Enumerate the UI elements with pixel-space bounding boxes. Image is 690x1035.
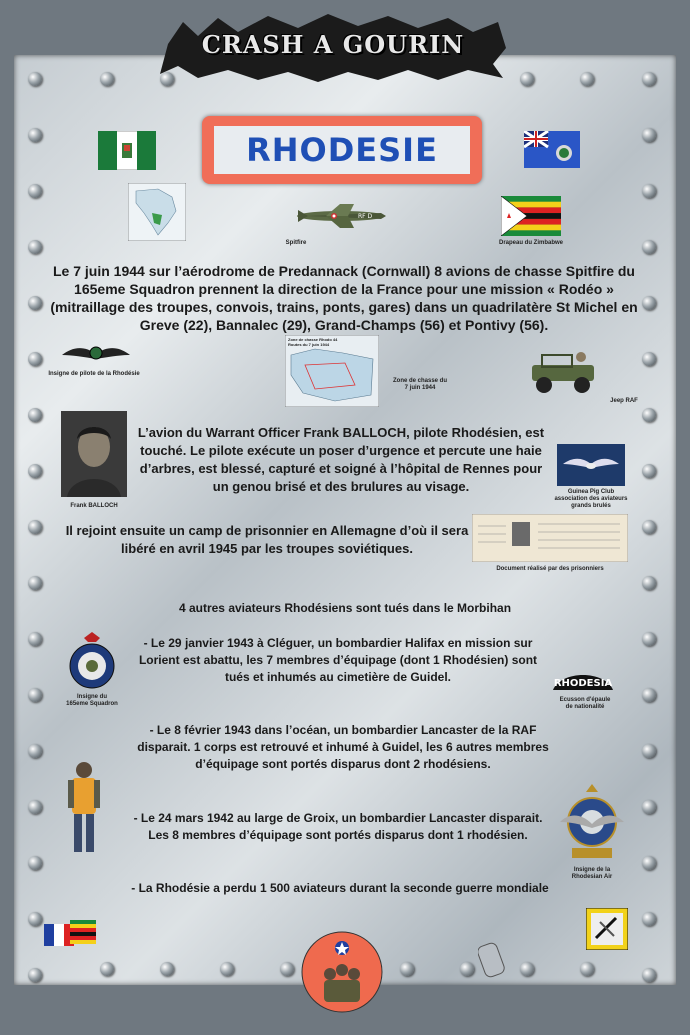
zimbabwe-flag-icon — [501, 196, 561, 236]
camp-paragraph: Il rejoint ensuite un camp de prisonnier en Allemagne d’où il sera libéré en avril 1945 par les troupes soviétiques. — [65, 523, 469, 556]
rivet — [28, 464, 42, 478]
dog-tag-icon — [478, 940, 506, 980]
rivet — [28, 128, 42, 142]
rivet — [642, 520, 656, 534]
rivet — [28, 408, 42, 422]
rivet — [642, 72, 656, 86]
rivet — [28, 912, 42, 926]
rhodesia-ensign-flag-icon — [524, 131, 580, 168]
rivet — [28, 576, 42, 590]
rivet — [642, 184, 656, 198]
rhodesian-air-badge-icon — [558, 782, 626, 866]
zone-map-label: Zone de chasse Rhodo 44 Routes du 7 juin 1944 — [288, 337, 338, 347]
balloch-paragraph: L’avion du Warrant Officer Frank BALLOCH, pilote Rhodésien, est touché. Le pilote exécute un poser d’urgence et percute une haie d’arbres, est blessé, capturé et soigné à l’hôpital de Rennes pour un genou brisé et des brulures au visage. — [137, 425, 545, 494]
prisoner-document-icon — [472, 514, 628, 562]
association-logo-icon — [300, 930, 384, 1014]
header-banner — [158, 14, 508, 82]
rivet — [160, 962, 174, 976]
country-title-inner — [214, 126, 470, 174]
rivet — [642, 352, 656, 366]
rhodesia-flag-icon — [98, 131, 156, 170]
rivet — [28, 744, 42, 758]
rivet — [642, 408, 656, 422]
france-zimbabwe-flags-icon — [42, 916, 98, 952]
document-caption: Document réalisé par des prisonniers — [496, 566, 604, 572]
rivet — [28, 184, 42, 198]
rivet — [460, 962, 474, 976]
rivet — [28, 688, 42, 702]
bullet-1942-groix: - Le 24 mars 1942 au large de Groix, un bombardier Lancaster disparait. Les 8 membres d’équipage sont portés disparus dont 1 rhodésien. — [133, 811, 543, 842]
spitfire-caption: Spitfire — [285, 240, 307, 246]
squadron-badge-icon — [66, 630, 118, 692]
rivet — [400, 962, 414, 976]
zimbabwe-flag-caption: Drapeau du Zimbabwe — [498, 240, 563, 246]
bullet-1943-lancaster: - Le 8 février 1943 dans l’océan, un bombardier Lancaster de la RAF disparait. 1 corps est retrouvé et inhumé à Guidel, les 6 autres membres d’équipage sont portés disparus dont 2 rhodésiens. — [137, 723, 549, 771]
rivet — [28, 352, 42, 366]
pilot-wings-icon — [62, 341, 130, 367]
guinea-pig-caption: Guinea Pig Club association des aviateurs grands brulés — [554, 489, 628, 509]
rivet — [520, 72, 534, 86]
bullet-1943-cleguer: - Le 29 janvier 1943 à Cléguer, un bombardier Halifax en mission sur Lorient est abattu, les 7 membres d’équipage (dont 1 Rhodésien) sont tués et inhumés au cimetière de Guidel. — [138, 636, 538, 684]
spitfire-code: RF D — [358, 213, 373, 220]
airman-figure-icon — [64, 760, 104, 856]
rivet — [642, 464, 656, 478]
rivet — [220, 962, 234, 976]
rivet — [28, 856, 42, 870]
guinea-pig-club-icon — [557, 444, 625, 486]
rivet — [28, 72, 42, 86]
jeep-icon — [526, 345, 602, 397]
rivet — [100, 962, 114, 976]
rivet — [580, 962, 594, 976]
rivet — [642, 576, 656, 590]
rivet — [28, 800, 42, 814]
rivet — [580, 72, 594, 86]
country-title: RHODESIE — [246, 131, 438, 169]
rivet — [642, 688, 656, 702]
rivet — [642, 128, 656, 142]
rivet — [642, 240, 656, 254]
rivet — [100, 72, 114, 86]
rhodesian-air-caption: Insigne de la Rhodesian Air — [571, 867, 613, 880]
balloch-caption: Frank BALLOCH — [70, 503, 118, 509]
rivet — [642, 968, 656, 982]
rivet — [642, 856, 656, 870]
rivet — [28, 968, 42, 982]
country-title-box — [202, 116, 482, 184]
rivet — [642, 744, 656, 758]
jeep-caption: Jeep RAF — [610, 398, 638, 404]
intro-paragraph: Le 7 juin 1944 sur l’aérodrome de Predannack (Cornwall) 8 avions de chasse Spitfire du 165eme Squadron prennent la direction de la France pour une mission « Rodéo » (mitraillage des troupes, convois, trains, ponts, gares) dans un quadrilatère St Michel en Greve (22), Bannalec (29), Grand-Champs (56) et Pontivy (56). — [50, 263, 638, 333]
rhodesia-shoulder-badge — [551, 666, 615, 694]
pilot-insignia-caption: Insigne de pilote de la Rhodésie — [48, 371, 140, 377]
squadron-caption: Insigne du 165eme Squadron — [66, 694, 118, 707]
header-title: CRASH A GOURIN — [201, 30, 465, 59]
rivet — [28, 520, 42, 534]
shoulder-caption: Ecusson d'épaule de nationalité — [559, 697, 611, 710]
rivet — [28, 240, 42, 254]
spitfire-icon — [286, 196, 396, 240]
rivet — [28, 632, 42, 646]
rivet — [642, 632, 656, 646]
rivet — [642, 912, 656, 926]
rivet — [642, 800, 656, 814]
africa-map-icon — [128, 183, 186, 241]
rivet — [520, 962, 534, 976]
zone-caption: Zone de chasse du 7 juin 1944 — [392, 378, 447, 391]
rivet — [280, 962, 294, 976]
balloch-photo — [61, 411, 127, 497]
rhodesia-badge-text: RHODESIA — [553, 678, 613, 689]
others-title: 4 autres aviateurs Rhodésiens sont tués dans le Morbihan — [178, 601, 512, 615]
bullet-aviators-lost: - La Rhodésie a perdu 1 500 aviateurs durant la seconde guerre mondiale — [131, 881, 549, 895]
checkered-badge-icon — [586, 908, 628, 950]
